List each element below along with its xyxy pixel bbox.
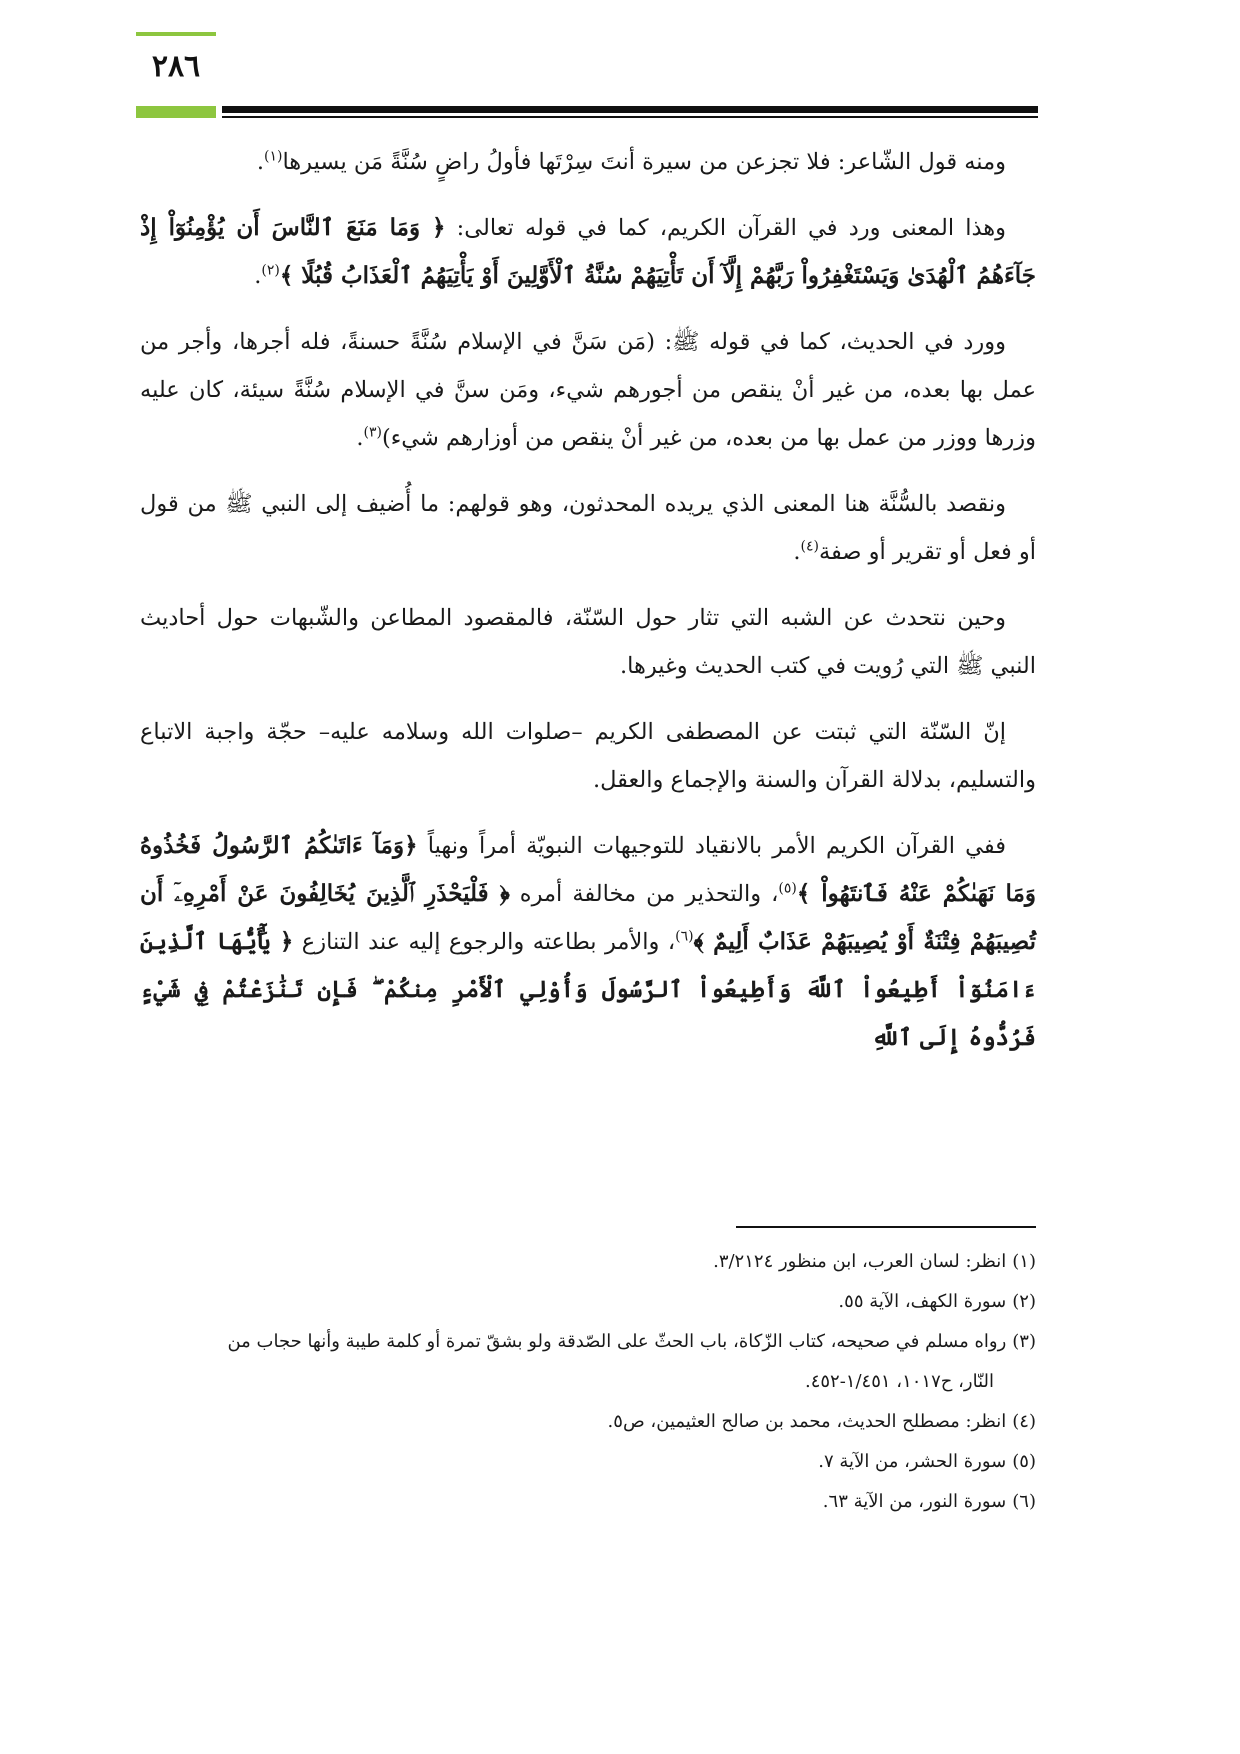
header-rule-thick [222,106,1038,113]
footnote-4: (٤)انظر: مصطلح الحديث، محمد بن صالح العثيمين، ص٥. [607,1411,1036,1432]
header-accent-bar [136,106,216,118]
paragraph-hujjah: إنّ السّنّة التي ثبتت عن المصطفى الكريم –صلوات الله وسلامه عليه– حجّة واجبة الاتباع والتسليم، بدلالة القرآن والسنة والإجماع والعقل. [140,719,1036,793]
paragraph-hadith: وورد في الحديث، كما في قوله ﷺ: (مَن سَنَّ في الإسلام سُنَّةً حسنةً، فله أجرها، وأجر من عمل بها بعده، من غير أنْ ينقص من أجورهم شيء، ومَن سنَّ في الإسلام سُنَّةً سيئة، كان عليه وزرها ووزر من عمل بها من بعده، من غير أنْ ينقص من أوزارهم شيء)$^{(٣)}$. [140,329,1036,451]
footnote-1: (١)انظر: لسان العرب، ابن منظور ٣/٢١٢٤. [713,1251,1036,1272]
header-rule-thin [222,116,1038,118]
footnote-ref-5[interactable]: (٥) [778,880,797,897]
footnote-ref-6[interactable]: (٦) [675,928,694,945]
footnote-6: (٦)سورة النور، من الآية ٦٣. [822,1491,1036,1512]
footnote-separator [736,1226,1036,1228]
page-number-accent-bar [136,32,216,36]
footnote-5: (٥)سورة الحشر، من الآية ٧. [818,1451,1036,1472]
body-text [140,138,1036,1080]
footnote-ref-1[interactable]: (١) [263,148,283,165]
page-number: ٢٨٦ [151,49,201,84]
paragraph-definition: ونقصد بالسُّنَّة هنا المعنى الذي يريده المحدثون، وهو قولهم: ما أُضيف إلى النبي ﷺ من قول أو فعل أو تقرير أو صفة$^{(٤)}$. [140,491,1036,565]
footnotes [140,1242,1036,1522]
quran-verse-nisa: ﴿ يَٰٓأَيُّهَا ٱلَّذِينَ ءَامَنُوٓاْ أَطِيعُواْ ٱللَّهَ وَأَطِيعُواْ ٱلرَّسُولَ وَأُوْلِي ٱلْأَمْرِ مِنكُمْ ۖ فَإِن تَنَٰزَعْتُمْ فِي شَيْءٍ فَرُدُّوهُ إِلَى ٱللَّهِ [140,928,1036,1051]
footnote-ref-3[interactable]: (٣) [363,424,382,441]
paragraph-shubuhat: وحين نتحدث عن الشبه التي تثار حول السّنّة، فالمقصود المطاعن والشّبهات حول أحاديث النبي ﷺ التي رُويت في كتب الحديث وغيرها. [140,605,1036,679]
quran-verse: ﴿ وَمَا مَنَعَ ٱلنَّاسَ أَن يُؤْمِنُوٓاْ إِذْ جَآءَهُمُ ٱلْهُدَىٰ وَيَسْتَغْفِرُواْ رَبَّهُمْ إِلَّآ أَن تَأْتِيَهُمْ سُنَّةُ ٱلْأَوَّلِينَ أَوْ يَأْتِيَهُمُ ٱلْعَذَابُ قُبُلًا ﴾ [140,214,1036,289]
footnote-ref-4[interactable]: (٤) [800,538,819,555]
quran-verse-nur: ﴿ فَلْيَحْذَرِ ٱلَّذِينَ يُخَالِفُونَ عَنْ أَمْرِهِۦٓ أَن تُصِيبَهُمْ فِتْنَةٌ أَوْ يُصِيبَهُمْ عَذَابٌ أَلِيمٌ ﴾ [140,880,1036,955]
footnote-3: (٣)رواه مسلم في صحيحه، كتاب الزّكاة، باب الحثّ على الصّدقة ولو بشقّ تمرة أو كلمة طيبة وأنها حجاب من النّار، ح١٠١٧، ١/٤٥١-٤٥٢. [227,1331,1036,1392]
paragraph-poetry: ومنه قول الشّاعر: فلا تجزعن من سيرة أنتَ سِرْتَها فأولُ راضٍ سُنَّةً مَن يسيرها$^{(١)}$. [256,148,1006,175]
paragraph-quran-evidence: ففي القرآن الكريم الأمر بالانقياد للتوجيهات النبويّة أمراً ونهياً ﴿وَمَآ ءَاتَىٰكُمُ ٱلرَّسُولُ فَخُذُوهُ وَمَا نَهَىٰكُمْ عَنْهُ فَٱنتَهُواْ ﴾$^{(٥)}$، والتحذير من مخالفة أمره ﴿ فَلْيَحْذَرِ ٱلَّذِينَ يُخَالِفُونَ عَنْ أَمْرِهِۦٓ أَن تُصِيبَهُمْ فِتْنَةٌ أَوْ يُصِيبَهُمْ عَذَابٌ أَلِيمٌ ﴾$^{(٦)}$، والأمر بطاعته والرجوع إليه عند التنازع ﴿ يَٰٓأَيُّهَا ٱلَّذِينَ ءَامَنُوٓاْ أَطِيعُواْ ٱللَّهَ وَأَطِيعُواْ ٱلرَّسُولَ وَأُوْلِي ٱلْأَمْرِ مِنكُمْ ۖ فَإِن تَنَٰزَعْتُمْ فِي شَيْءٍ فَرُدُّوهُ إِلَى ٱللَّهِ [140,832,1036,1051]
paragraph-quran-reference: وهذا المعنى ورد في القرآن الكريم، كما في قوله تعالى: ﴿ وَمَا مَنَعَ ٱلنَّاسَ أَن يُؤْمِنُوٓاْ إِذْ جَآءَهُمُ ٱلْهُدَىٰ وَيَسْتَغْفِرُواْ رَبَّهُمْ إِلَّآ أَن تَأْتِيَهُمْ سُنَّةُ ٱلْأَوَّلِينَ أَوْ يَأْتِيَهُمُ ٱلْعَذَابُ قُبُلًا ﴾$^{(٢)}$. [140,214,1036,289]
footnote-ref-2[interactable]: (٢) [261,262,280,279]
footnote-2: (٢)سورة الكهف، الآية ٥٥. [838,1291,1036,1312]
quran-verse-hashr: ﴿وَمَآ ءَاتَىٰكُمُ ٱلرَّسُولُ فَخُذُوهُ وَمَا نَهَىٰكُمْ عَنْهُ فَٱنتَهُواْ ﴾ [140,832,1036,907]
